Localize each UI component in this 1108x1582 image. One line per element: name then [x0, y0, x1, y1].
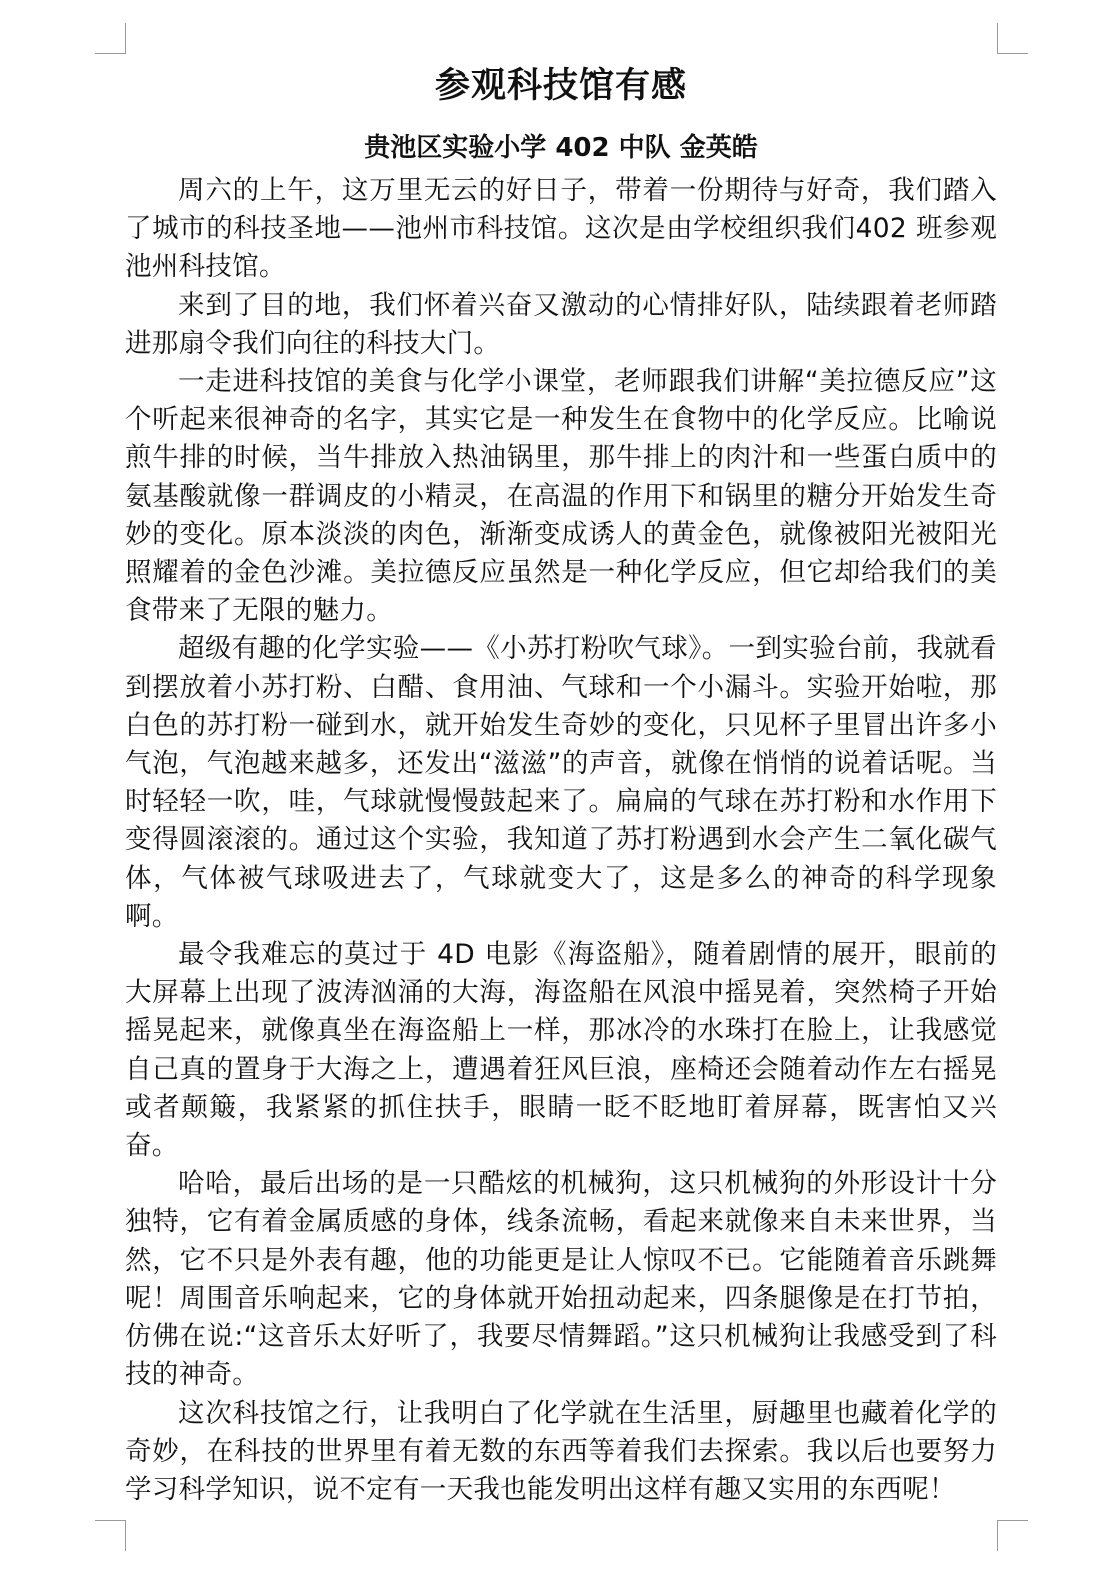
crop-mark-top-right	[997, 23, 1028, 54]
paragraph: 最令我难忘的莫过于 4D 电影《海盗船》，随着剧情的展开，眼前的大屏幕上出现了波涛汹涌的大海，海盗船在风浪中摇晃着，突然椅子开始摇晃起来，就像真坐在海盗船上一样，那冰冷的水珠打在脸上，让我感觉自己真的置身于大海之上，遭遇着狂风巨浪，座椅还会随着动作左右摇晃或者颠簸，我紧紧的抓住扶手，眼睛一眨不眨地盯着屏幕，既害怕又兴奋。	[125, 939, 997, 1162]
paragraph: 超级有趣的化学实验——《小苏打粉吹气球》。一到实验台前，我就看到摆放着小苏打粉、白醋、食用油、气球和一个小漏斗。实验开始啦，那白色的苏打粉一碰到水，就开始发生奇妙的变化，只见杯子里冒出许多小气泡，气泡越来越多，还发出“滋滋”的声音，就像在悄悄的说着话呢。当时轻轻一吹，哇，气球就慢慢鼓起来了。扁扁的气球在苏打粉和水作用下变得圆滚滚的。通过这个实验，我知道了苏打粉遇到水会产生二氧化碳气体，气体被气球吸进去了，气球就变大了，这是多么的神奇的科学现象啊。	[125, 633, 997, 932]
paragraph: 周六的上午，这万里无云的好日子，带着一份期待与好奇，我们踏入了城市的科技圣地——池州市科技馆。这次是由学校组织我们402 班参观池州科技馆。	[125, 175, 997, 283]
crop-mark-bottom-right	[997, 1520, 1028, 1551]
paragraph: 哈哈，最后出场的是一只酷炫的机械狗，这只机械狗的外形设计十分独特，它有着金属质感的身体，线条流畅，看起来就像来自未来世界，当然，它不只是外表有趣，他的功能更是让人惊叹不已。它能随着音乐跳舞呢！周围音乐响起来，它的身体就开始扭动起来，四条腿像是在打节拍，仿佛在说:“这音乐太好听了，我要尽情舞蹈。”这只机械狗让我感受到了科技的神奇。	[125, 1168, 997, 1391]
crop-mark-top-left	[95, 23, 126, 54]
document-byline: 贵池区实验小学 402 中队 金英皓	[364, 133, 758, 163]
document-title: 参观科技馆有感	[434, 66, 687, 106]
document-page	[125, 62, 997, 1509]
document-body	[125, 172, 997, 1509]
crop-mark-bottom-left	[95, 1520, 126, 1551]
paragraph: 来到了目的地，我们怀着兴奋又激动的心情排好队，陆续跟着老师踏进那扇令我们向往的科技大门。	[125, 289, 997, 359]
paragraph: 这次科技馆之行，让我明白了化学就在生活里，厨趣里也藏着化学的奇妙，在科技的世界里有着无数的东西等着我们去探索。我以后也要努力学习科学知识，说不定有一天我也能发明出这样有趣又实用的东西呢！	[125, 1397, 997, 1505]
paragraph: 一走进科技馆的美食与化学小课堂，老师跟我们讲解“美拉德反应”这个听起来很神奇的名字，其实它是一种发生在食物中的化学反应。比喻说煎牛排的时候，当牛排放入热油锅里，那牛排上的肉汁和一些蛋白质中的氨基酸就像一群调皮的小精灵，在高温的作用下和锅里的糖分开始发生奇妙的变化。原本淡淡的肉色，渐渐变成诱人的黄金色，就像被阳光被阳光照耀着的金色沙滩。美拉德反应虽然是一种化学反应，但它却给我们的美食带来了无限的魅力。	[125, 366, 997, 627]
